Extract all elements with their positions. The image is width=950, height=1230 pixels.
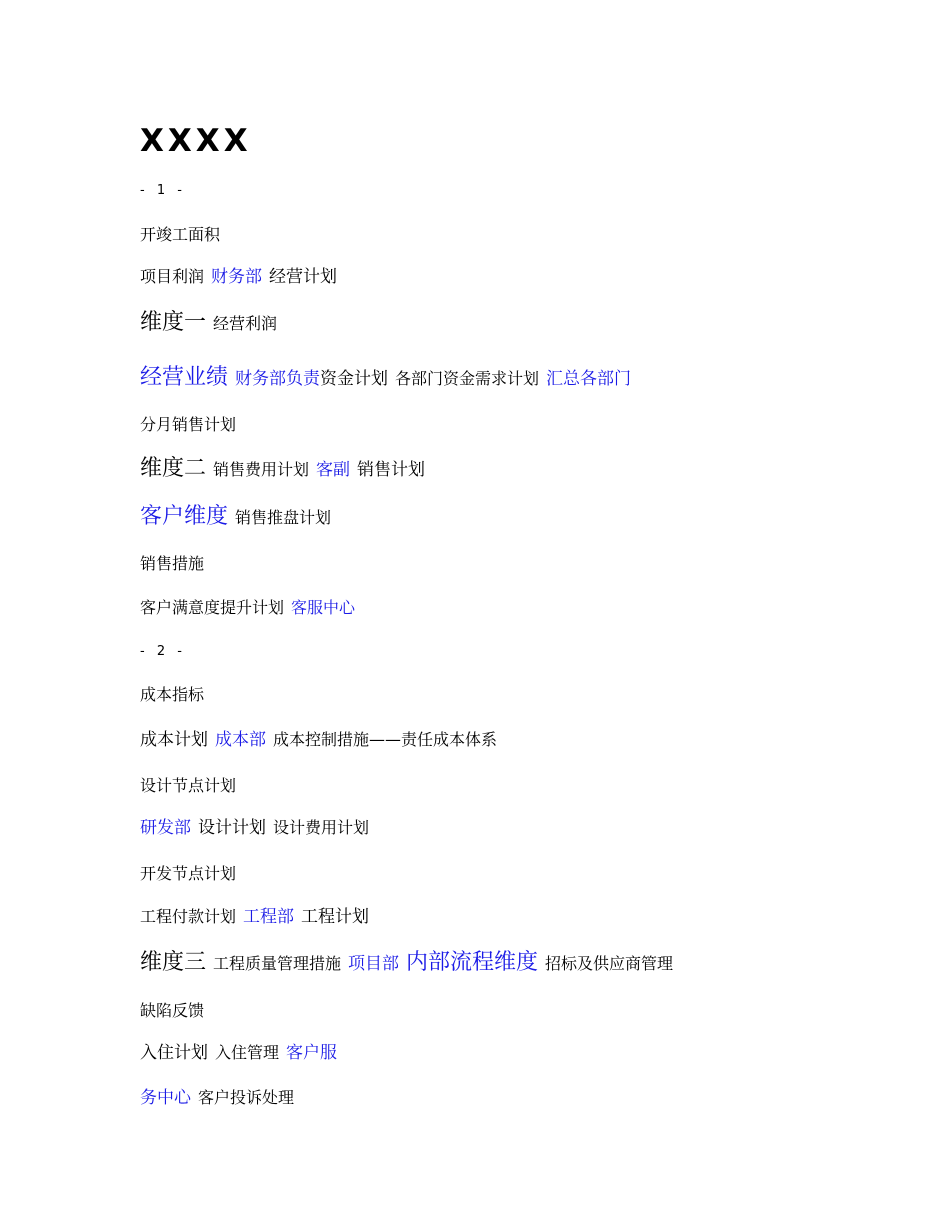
text-span: 设计计划 — [198, 818, 266, 838]
document-page — [140, 0, 920, 1230]
text-span: 资金计划 — [320, 369, 389, 389]
text-span: 各部门资金需求计划 — [395, 369, 540, 388]
text-span: 工程质量管理措施 — [213, 954, 342, 973]
department-label: 客户服 — [286, 1043, 338, 1063]
text-span: 项目利润 — [140, 267, 205, 286]
page-number: - 1 - — [140, 183, 186, 198]
dimension-heading: 维度二 — [140, 456, 207, 481]
text-span: 成本计划 — [140, 730, 208, 750]
text-span: 经营计划 — [269, 267, 338, 287]
department-label: 财务部负责 — [235, 369, 321, 389]
text-line: 缺陷反馈 — [140, 1001, 205, 1020]
text-line: 开发节点计划 — [140, 864, 237, 883]
department-label: 务中心 — [140, 1088, 191, 1108]
text-line: 销售措施 — [140, 554, 205, 573]
text-line — [140, 458, 425, 480]
text-span: 成本控制措施——责任成本体系 — [273, 730, 498, 749]
text-span: 工程计划 — [301, 907, 370, 927]
text-span: 入住管理 — [215, 1043, 280, 1062]
text-span: 入住计划 — [140, 1043, 208, 1063]
dimension-heading: 维度一 — [140, 310, 207, 335]
department-label: 项目部 — [348, 954, 400, 974]
department-label: 客服中心 — [291, 598, 356, 617]
text-line — [140, 1045, 337, 1062]
department-label: 财务部 — [211, 267, 263, 287]
text-line — [140, 506, 331, 528]
text-span: 销售计划 — [357, 460, 426, 480]
text-span: 客户满意度提升计划 — [140, 598, 285, 617]
text-line — [140, 820, 369, 837]
page-number: - 2 - — [140, 644, 186, 659]
dimension-heading: 经营业绩 — [140, 365, 229, 390]
dimension-heading: 维度三 — [140, 950, 207, 975]
text-line: 成本指标 — [140, 685, 205, 704]
text-line — [140, 312, 277, 334]
text-line — [140, 909, 369, 926]
text-span: 销售推盘计划 — [235, 508, 332, 527]
department-label: 客副 — [316, 460, 351, 480]
text-line — [140, 269, 337, 286]
text-span: 工程付款计划 — [140, 907, 237, 926]
text-span: 销售费用计划 — [213, 460, 310, 479]
text-line — [140, 367, 631, 389]
text-line — [140, 732, 497, 749]
department-label: 汇总各部门 — [546, 369, 632, 389]
department-label: 研发部 — [140, 818, 191, 838]
dimension-heading: 客户维度 — [140, 504, 229, 529]
text-line — [140, 600, 355, 616]
text-line: 设计节点计划 — [140, 776, 237, 795]
text-span: 客户投诉处理 — [198, 1088, 295, 1107]
text-span: 招标及供应商管理 — [545, 954, 674, 973]
department-label: 成本部 — [215, 730, 266, 750]
text-span: 设计费用计划 — [273, 818, 370, 837]
dimension-heading: 内部流程维度 — [406, 950, 539, 975]
document-title: XXXX — [140, 123, 252, 159]
text-line — [140, 1090, 294, 1107]
department-label: 工程部 — [243, 907, 295, 927]
text-line: 分月销售计划 — [140, 415, 237, 434]
text-line: 开竣工面积 — [140, 225, 221, 244]
text-line — [140, 952, 673, 974]
text-span: 经营利润 — [213, 314, 278, 333]
